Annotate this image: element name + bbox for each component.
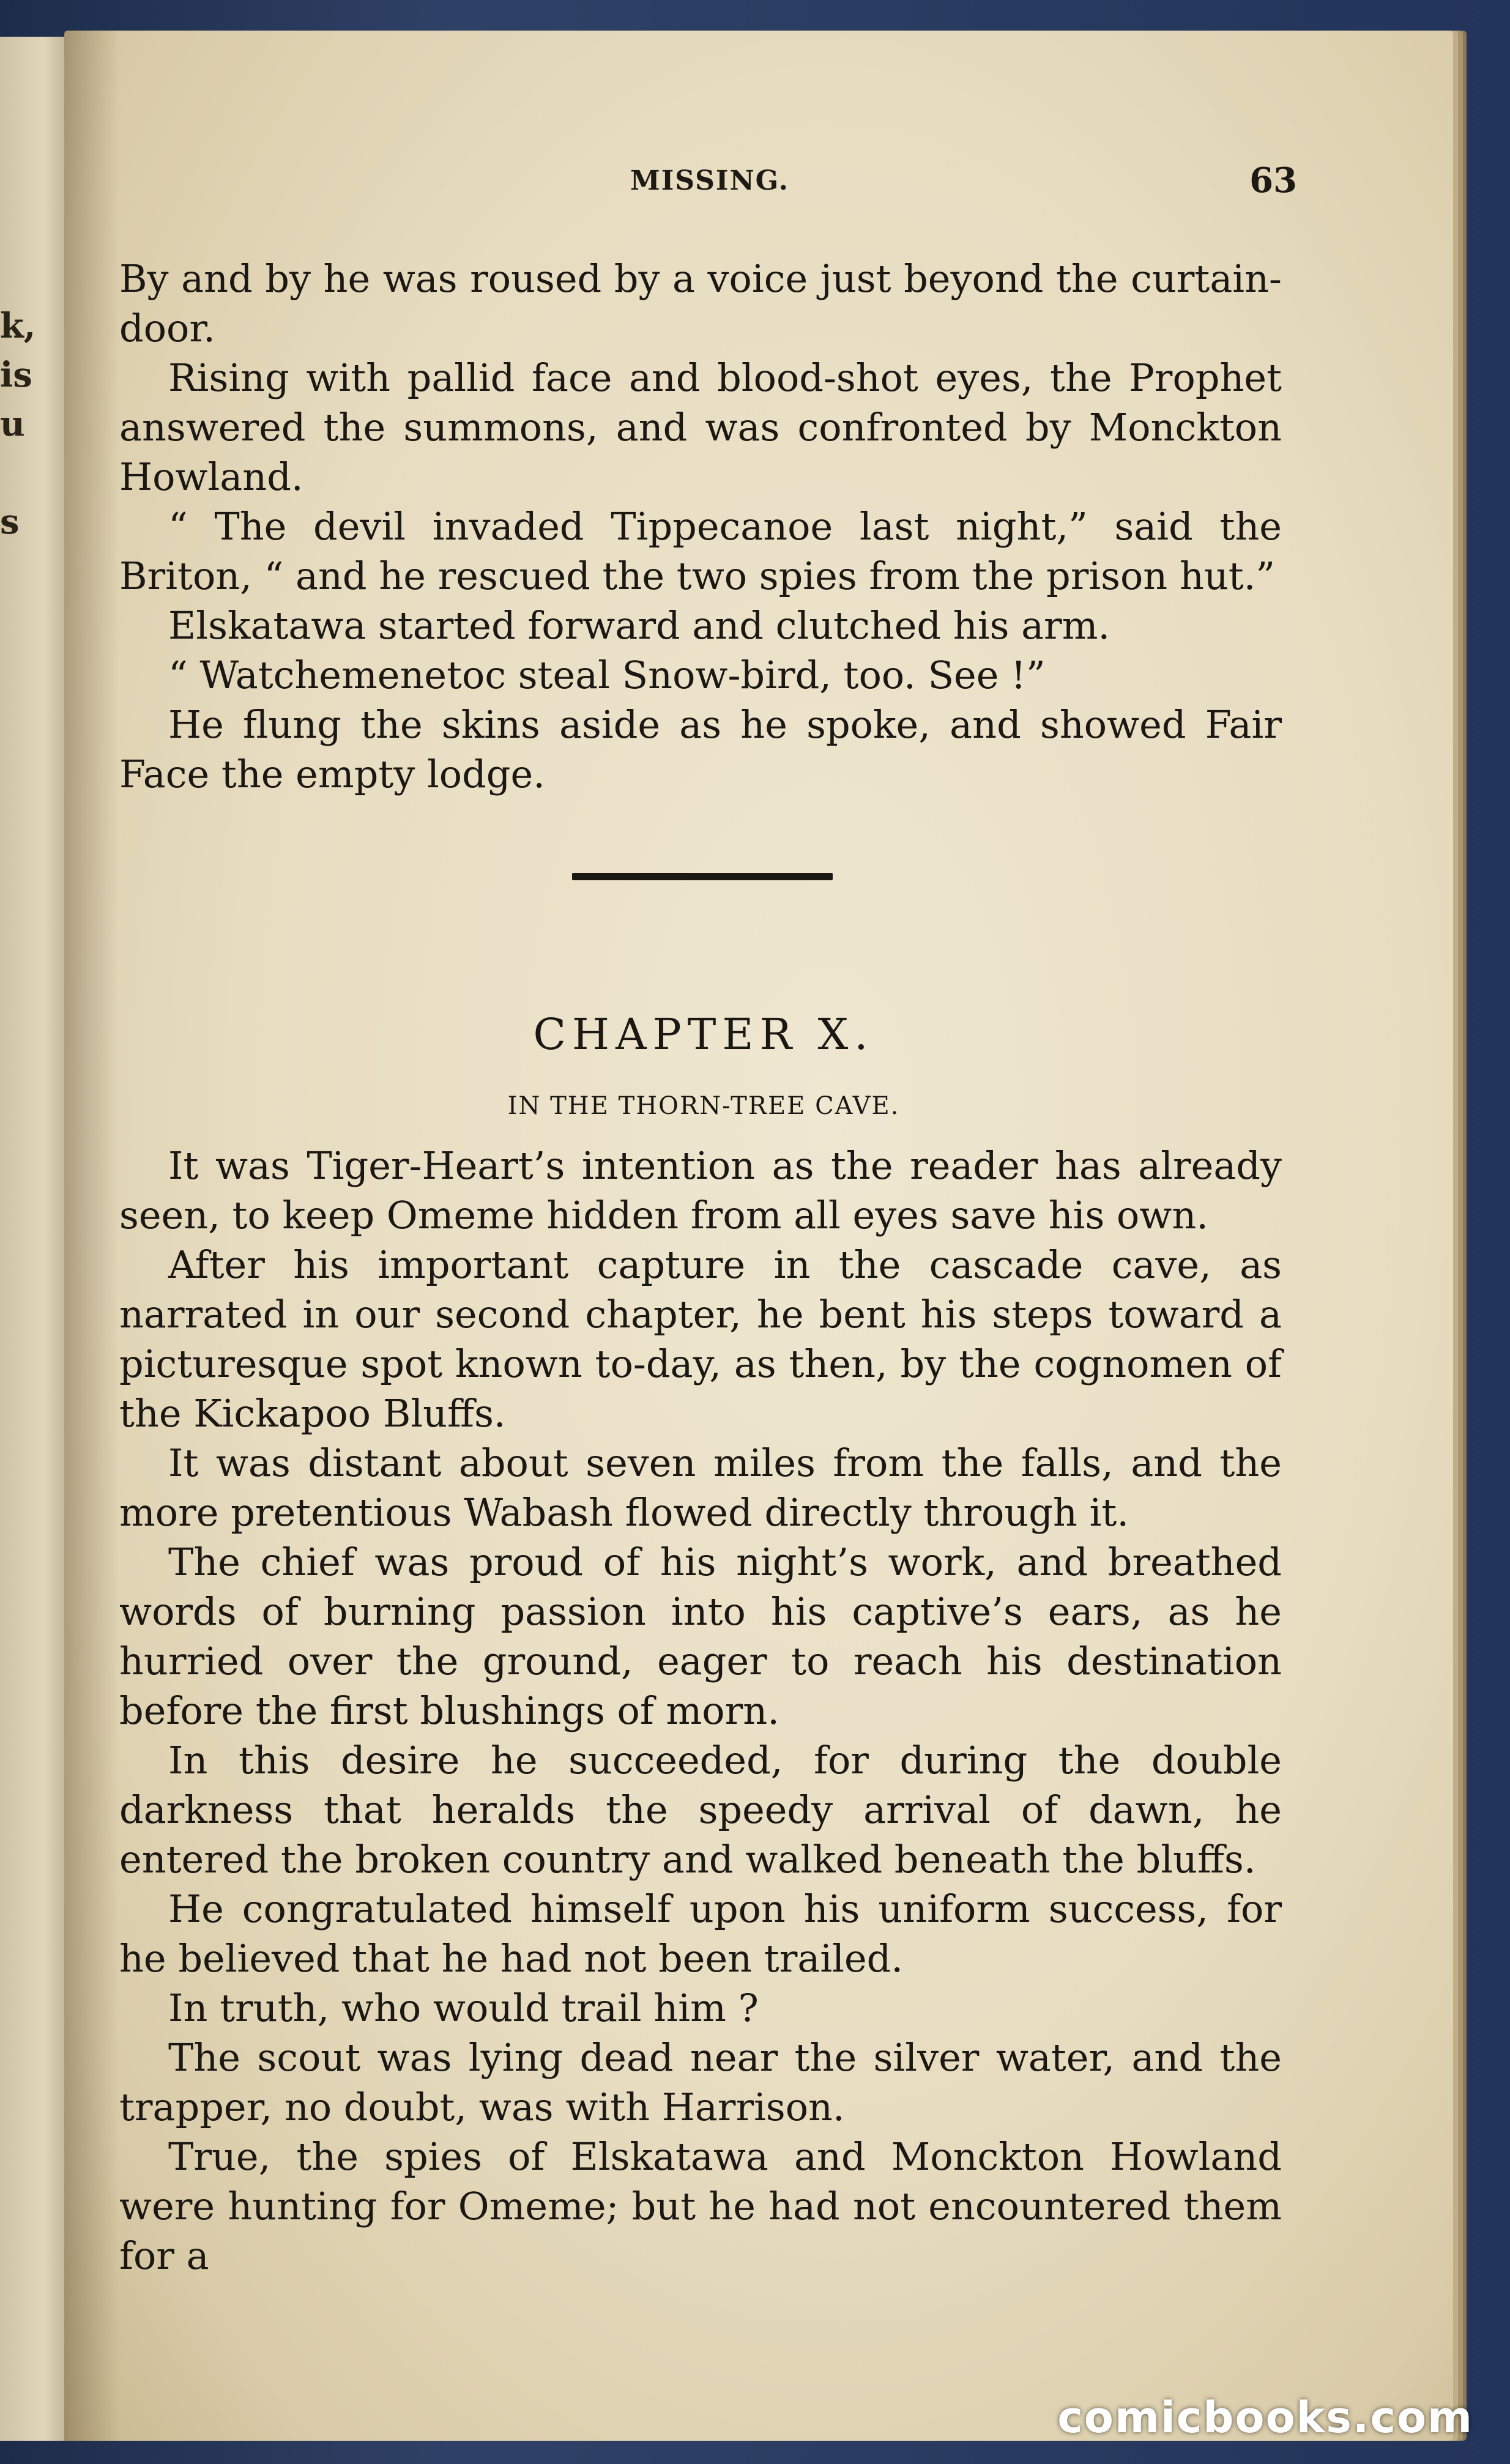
- paragraph: It was distant about seven miles from the falls, and the more pretentious Wabash flowed directly through it.: [119, 1441, 1282, 1535]
- paragraph: “ The devil invaded Tippecanoe last night,” said the Briton, “ and he rescued the two spies from the prison hut.”: [119, 504, 1282, 598]
- paragraph: He flung the skins aside as he spoke, and showed Fair Face the empty lodge.: [119, 702, 1282, 796]
- paragraph: It was Tiger-Heart’s intention as the reader has already seen, to keep Omeme hidden from all eyes save his own.: [119, 1143, 1282, 1238]
- paragraph: True, the spies of Elskatawa and Monckton Howland were hunting for Omeme; but he had not encountered them for a: [119, 2134, 1282, 2278]
- paragraph: The scout was lying dead near the silver water, and the trapper, no doubt, was with Harrison.: [119, 2035, 1282, 2129]
- paragraph: “ Watchemenetoc steal Snow-bird, too. See !”: [168, 653, 1046, 697]
- prev-page-fragment: s: [0, 502, 20, 542]
- chapter-title: CHAPTER X.: [533, 1009, 874, 1059]
- prev-page-fragment: k,: [0, 306, 36, 346]
- paragraph: The chief was proud of his night’s work, and breathed words of burning passion into his captive’s ears, as he hurried over the ground, eager to reach his destination before the first blushings of morn.: [119, 1540, 1282, 1733]
- prev-page-fragment: is: [0, 355, 32, 395]
- paragraph: In truth, who would trail him ?: [168, 1986, 759, 2030]
- paragraph: Rising with pallid face and blood-shot eyes, the Prophet answered the summons, and was confronted by Monckton Howland.: [119, 355, 1282, 499]
- running-head: MISSING.: [630, 165, 789, 196]
- paragraph: He congratulated himself upon his uniform success, for he believed that he had not been trailed.: [119, 1887, 1282, 1981]
- paragraph: In this desire he succeeded, for during the double darkness that heralds the speedy arrival of dawn, he entered the broken country and walked beneath the bluffs.: [119, 1738, 1282, 1882]
- text-block-chapter: [119, 1141, 1282, 2280]
- chapter-subtitle: IN THE THORN-TREE CAVE.: [507, 1092, 900, 1120]
- prev-page-fragment: u: [0, 404, 25, 444]
- section-divider: [572, 873, 833, 880]
- paragraph: By and by he was roused by a voice just beyond the curtain-door.: [119, 256, 1282, 351]
- gutter-shadow: [64, 31, 119, 2441]
- paragraph: After his important capture in the cascade cave, as narrated in our second chapter, he bent his steps toward a picturesque spot known to-day, as then, by the cognomen of the Kickapoo Bluffs.: [119, 1242, 1282, 1436]
- watermark: comicbooks.com: [1057, 2392, 1473, 2443]
- text-block-top: [119, 254, 1282, 799]
- paragraph: Elskatawa started forward and clutched his arm.: [168, 603, 1110, 648]
- page-number: 63: [1249, 160, 1297, 201]
